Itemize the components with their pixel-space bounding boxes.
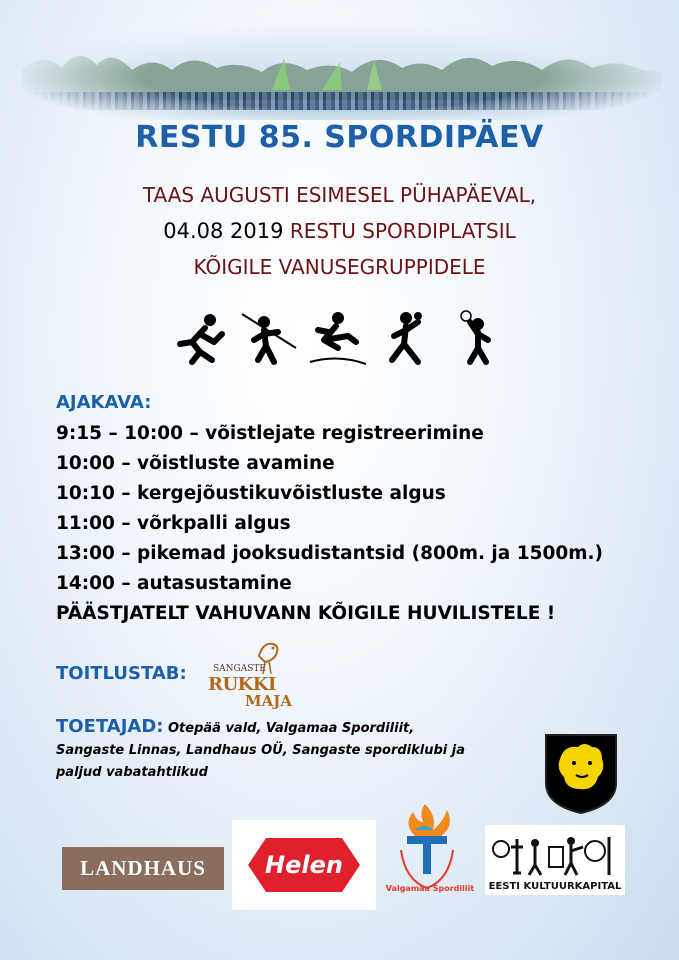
municipality-crest-icon — [544, 733, 618, 815]
schedule-item: 13:00 – pikemad jooksudistantsid (800m. ja 1500m.) — [56, 543, 603, 564]
tree-line — [22, 40, 662, 100]
schedule-announcement: PÄÄSTJATELT VAHUVANN KÕIGILE HUVILISTELE ! — [56, 603, 556, 624]
subtitle-line-3: KÕIGILE VANUSEGRUPPIDELE — [193, 255, 486, 279]
rukki-maja-word-2: MAJA — [245, 692, 292, 710]
helen-logo-text: Helen — [265, 851, 343, 879]
supporters-label: TOETAJAD: — [56, 716, 164, 737]
schedule-heading: AJAKAVA: — [56, 392, 152, 413]
schedule-item: 9:15 – 10:00 – võistlejate registreerimine — [56, 423, 484, 444]
supporters-line-3: paljud vabatahtlikud — [56, 765, 208, 780]
valgamaa-spordiliit-logo — [385, 800, 475, 900]
landhaus-logo: LANDHAUS — [62, 847, 224, 890]
supporters-line-1: Otepää vald, Valgamaa Spordiliit, — [163, 721, 415, 736]
helen-logo — [232, 820, 376, 910]
rukki-maja-small-text: SANGASTE — [213, 664, 266, 674]
sport-pictograms — [170, 308, 510, 368]
javelin-icon — [238, 308, 298, 368]
shot-put-icon — [378, 308, 438, 368]
catering-label: TOITLUSTAB: — [56, 663, 187, 684]
rukki-maja-word-1: RUKKI — [208, 674, 276, 695]
field — [22, 110, 662, 120]
event-date: 04.08 2019 — [163, 219, 284, 243]
musicians-icon — [491, 829, 619, 877]
event-location: RESTU SPORDIPLATSIL — [283, 219, 516, 243]
supporters-line-2: Sangaste Linnas, Landhaus OÜ, Sangaste spordiklubi ja — [56, 743, 466, 758]
schedule-item: 10:10 – kergejõustikuvõistluste algus — [56, 483, 446, 504]
schedule-item: 10:00 – võistluste avamine — [56, 453, 335, 474]
event-title: RESTU 85. SPORDIPÄEV — [135, 120, 544, 155]
subtitle-line-2 — [0, 219, 679, 243]
long-jump-icon — [308, 308, 368, 368]
valgamaa-logo-text: Valgamaa Spordiliit — [385, 884, 475, 893]
kultuurkapital-logo — [485, 825, 625, 895]
volleyball-icon — [452, 308, 510, 368]
schedule — [56, 392, 656, 629]
schedule-item: 11:00 – võrkpalli algus — [56, 513, 291, 534]
kultuurkapital-logo-text: EESTI KULTUURKAPITAL — [488, 881, 622, 892]
supporters-block — [56, 714, 526, 784]
header-photo-banner — [22, 22, 662, 120]
subtitle-line-1: TAAS AUGUSTI ESIMESEL PÜHAPÄEVAL, — [142, 183, 537, 207]
runner-icon — [170, 308, 230, 368]
rukki-maja-logo — [205, 636, 315, 710]
helen-hexagon — [232, 820, 376, 910]
schedule-item: 14:00 – autasustamine — [56, 573, 292, 594]
